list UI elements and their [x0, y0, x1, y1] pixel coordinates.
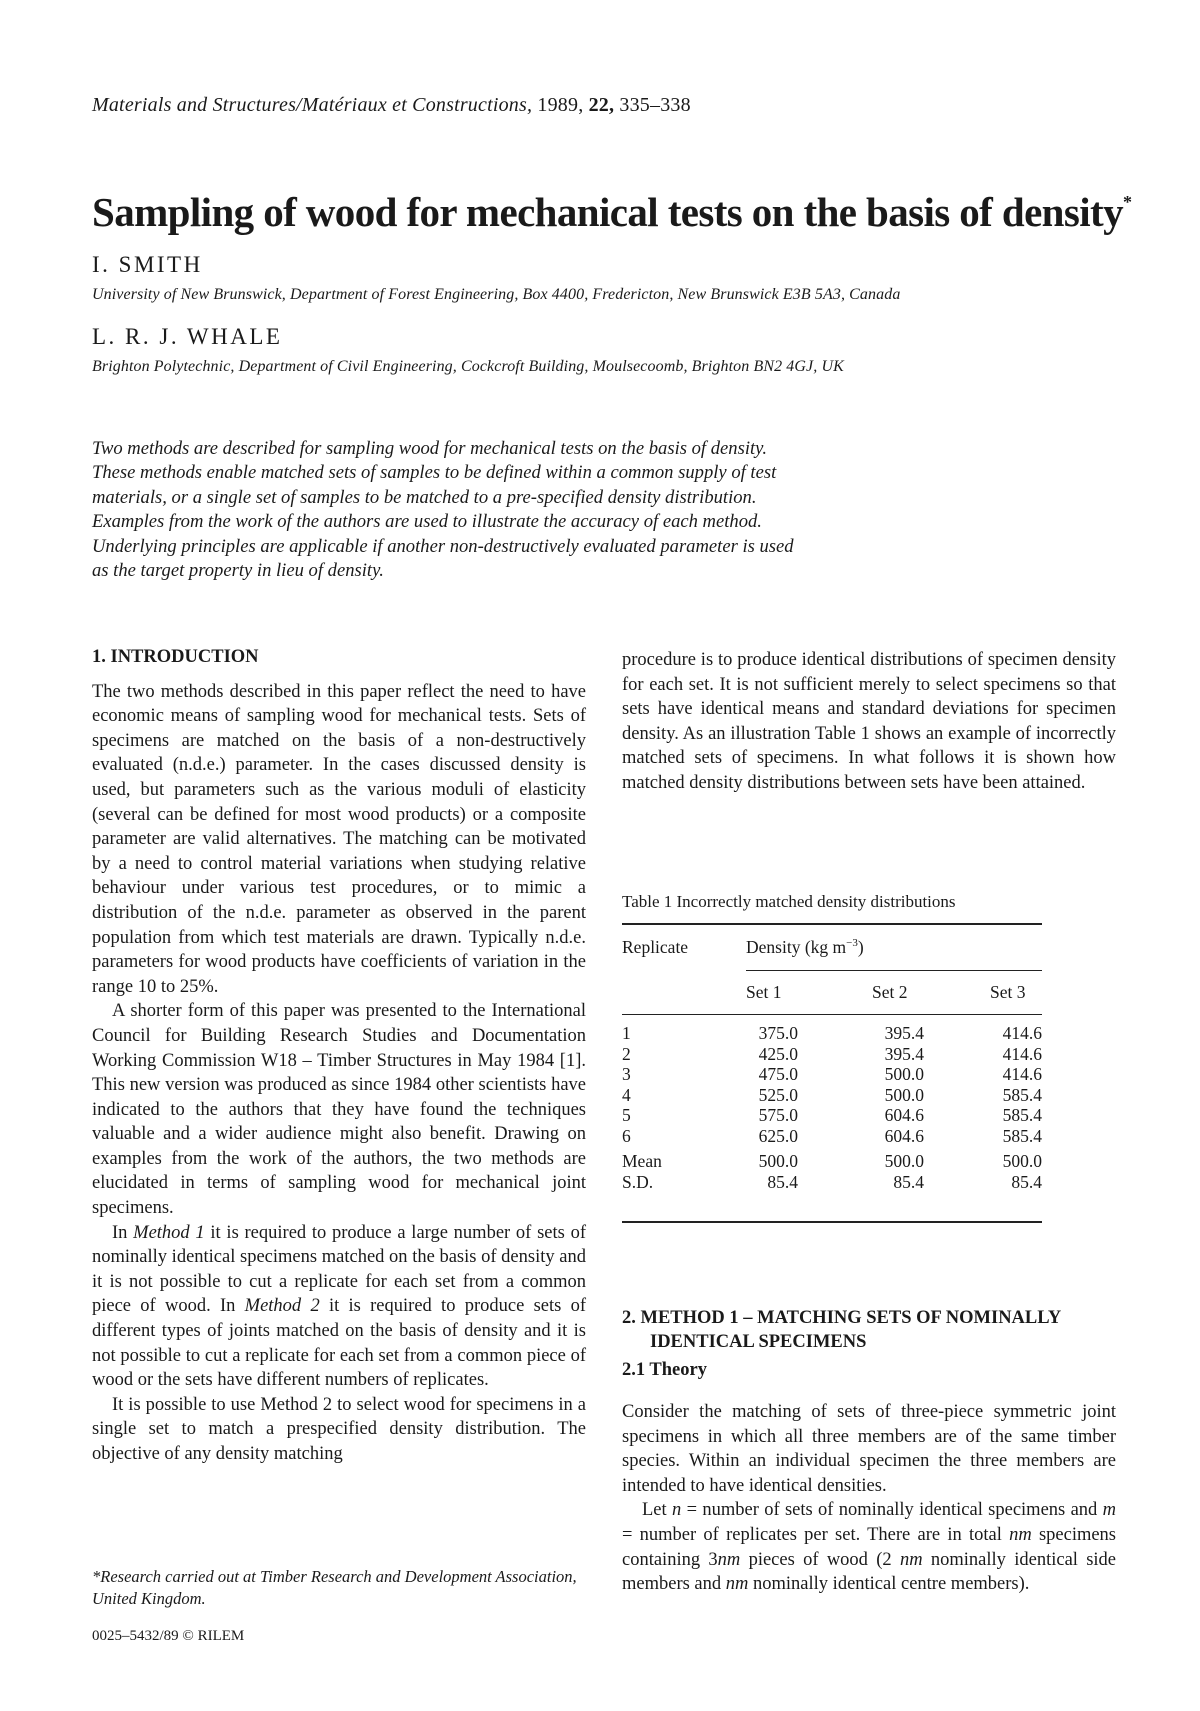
table-row-label: 4 [622, 1084, 631, 1105]
abstract-line: as the target property in lieu of density. [92, 560, 384, 582]
journal-year: 1989, [537, 94, 584, 116]
abstract-line: Underlying principles are applicable if another non-destructively evaluated parameter is used [92, 535, 794, 557]
section-heading: 2. METHOD 1 – MATCHING SETS OF NOMINALLY [622, 1308, 1062, 1328]
table-row-value: 425.0 [758, 1043, 798, 1064]
right-column [622, 648, 1116, 796]
abstract-line: materials, or a single set of samples to be matched to a pre-specified density distribution. [92, 486, 757, 508]
table-header-replicate: Replicate [622, 937, 689, 957]
paper-title [92, 188, 1131, 236]
author-affiliation: University of New Brunswick, Department of Forest Engineering, Box 4400, Fredericton, New Brunswick E3B 5A3, Canada [92, 286, 901, 303]
table-header-set3: Set 3 [990, 982, 1026, 1002]
journal-pages: 335–338 [619, 94, 691, 116]
table-top-rule [622, 923, 1042, 925]
table-header-density: Density (kg $m^{-3}$) [746, 937, 864, 957]
table-row-value: 414.6 [1002, 1043, 1042, 1064]
table-row-value: 625.0 [758, 1126, 798, 1146]
author-name: I. SMITH [92, 252, 203, 277]
journal-name: Materials and Structures/Matériaux et Constructions, [92, 94, 533, 116]
abstract-line: Examples from the work of the authors are used to illustrate the accuracy of each method. [92, 511, 762, 533]
table-row-value: 575.0 [758, 1105, 798, 1126]
table-row-value: 585.4 [1002, 1126, 1042, 1146]
table-row-value: 604.6 [884, 1105, 924, 1126]
table-row-value: 395.4 [884, 1043, 924, 1064]
journal-volume: 22, [588, 94, 615, 116]
table-row-value: 585.4 [1002, 1084, 1042, 1105]
section-2 [622, 1306, 1116, 1354]
paragraph: procedure is to produce identical distributions of specimen density for each set. It is not sufficient merely to select specimens so that sets have identical means and standard deviations for specimen density. As an illustration Table 1 shows an example of incorrectly matched sets of specimens. In what follows it is shown how matched density distributions between sets have been attained. [622, 650, 1116, 793]
table-row-label: 3 [622, 1064, 631, 1085]
table-summary-row-value: 500.0 [1002, 1151, 1042, 1171]
table-summary-row-value: 500.0 [884, 1151, 924, 1171]
table-caption: Table 1 Incorrectly matched density distributions [622, 892, 956, 911]
method-1-term: Method 1 [133, 1222, 205, 1243]
copyright-line: 0025–5432/89 © RILEM [92, 1628, 245, 1644]
table-summary-row-value: 500.0 [758, 1151, 798, 1171]
table-row-value: 525.0 [758, 1084, 798, 1105]
paragraph: Let n = number of sets of nominally identical specimens and m = number of replicates per set. There are in total nm specimens containing 3nm pieces of wood (2 nm nominally identical side members and nm nominally identical centre members). [622, 1500, 1117, 1595]
paragraph: Consider the matching of sets of three-piece symmetric joint specimens in which all three members are of the same timber species. Within an individual specimen the three members are intended to have identical densities. [622, 1402, 1116, 1496]
table-summary-row-value: 85.4 [767, 1172, 798, 1192]
subsection-heading: 2.1 Theory [622, 1360, 707, 1380]
abstract [92, 437, 902, 583]
paragraph: In Method 1 it is required to produce a large number of sets of nominally identical specimens matched on the basis of density and it is not possible to cut a replicate for each set from a common piece of wood. In Method 2 it is required to produce sets of different types of joints matched on the basis of density and it is not possible to cut a replicate for each set from a common piece of wood or the sets have different numbers of replicates. [92, 1222, 587, 1391]
table-summary-row-value: 85.4 [893, 1172, 924, 1192]
paragraph: It is possible to use Method 2 to select wood for specimens in a single set to match a prespecified density distribution. The objective of any density matching [92, 1394, 586, 1464]
section-heading-cont: IDENTICAL SPECIMENS [650, 1332, 867, 1352]
author-affiliation: Brighton Polytechnic, Department of Civil Engineering, Cockcroft Building, Moulsecoomb, Brighton BN2 4GJ, UK [92, 358, 844, 375]
left-column [92, 645, 586, 1467]
table-row-value: 395.4 [884, 1023, 924, 1043]
abstract-line: These methods enable matched sets of samples to be defined within a common supply of test [92, 462, 777, 484]
author-name: L. R. J. WHALE [92, 324, 283, 349]
table-summary-row-value: 85.4 [1011, 1172, 1042, 1192]
journal-header [92, 94, 691, 117]
table-row-value: 500.0 [884, 1084, 924, 1105]
table-header-set2: Set 2 [872, 982, 908, 1002]
table-row-value: 375.0 [758, 1023, 798, 1043]
table-row-value: 414.6 [1002, 1064, 1042, 1085]
section-2-body [622, 1400, 1116, 1597]
title-footnote-marker: * [1122, 192, 1132, 212]
table-bottom-rule [622, 1221, 1042, 1223]
method-2-term: Method 2 [244, 1296, 320, 1317]
table-row-label: 1 [622, 1023, 631, 1043]
table-summary-row-label: Mean [622, 1151, 662, 1171]
table-header-set1: Set 1 [746, 982, 782, 1002]
paragraph: A shorter form of this paper was presented to the International Council for Building Research Studies and Documentation Working Commission W18 – Timber Structures in May 1984 [1]. This new version was produced as since 1984 other scientists have indicated to the authors that they have found the techniques valuable and a wider audience might also benefit. Drawing on examples from the work of the authors, the two methods are elucidated in terms of sampling wood for mechanical joint specimens. [92, 1001, 586, 1219]
table-row-value: 500.0 [884, 1064, 924, 1085]
table-row-label: 6 [622, 1126, 631, 1146]
abstract-line: Two methods are described for sampling wood for mechanical tests on the basis of density. [92, 438, 768, 459]
table-row-label: 5 [622, 1105, 631, 1126]
footnote: *Research carried out at Timber Research and Development Association, United Kingdom. [92, 1567, 577, 1608]
table-subheader-rule [746, 970, 1042, 971]
table-row-value: 475.0 [758, 1064, 798, 1085]
title-text: Sampling of wood for mechanical tests on the basis of density [92, 189, 1123, 235]
table-row-value: 585.4 [1002, 1105, 1042, 1126]
table-row-label: 2 [622, 1043, 631, 1064]
paragraph: The two methods described in this paper reflect the need to have economic means of sampling wood for mechanical tests. Sets of specimens are matched on the basis of a non-destructively evaluated (n.d.e.) parameter. In the cases discussed density is used, but parameters such as the various moduli of elasticity (several can be defined for most wood products) or a composite parameter are valid alternatives. The matching can be motivated by a need to control material variations when studying relative behaviour under various test procedures, or to mimic a distribution of the n.d.e. parameter as observed in the parent population from which test materials are drawn. Typically n.d.e. parameters for wood products have coefficients of variation in the range 10 to 25%. [92, 681, 586, 997]
table-header-rule [622, 1014, 1042, 1015]
table-row-value: 604.6 [884, 1126, 924, 1146]
table-row-value: 414.6 [1002, 1023, 1042, 1043]
section-heading: 1. INTRODUCTION [92, 647, 259, 667]
table-summary-row-label: S.D. [622, 1172, 654, 1192]
